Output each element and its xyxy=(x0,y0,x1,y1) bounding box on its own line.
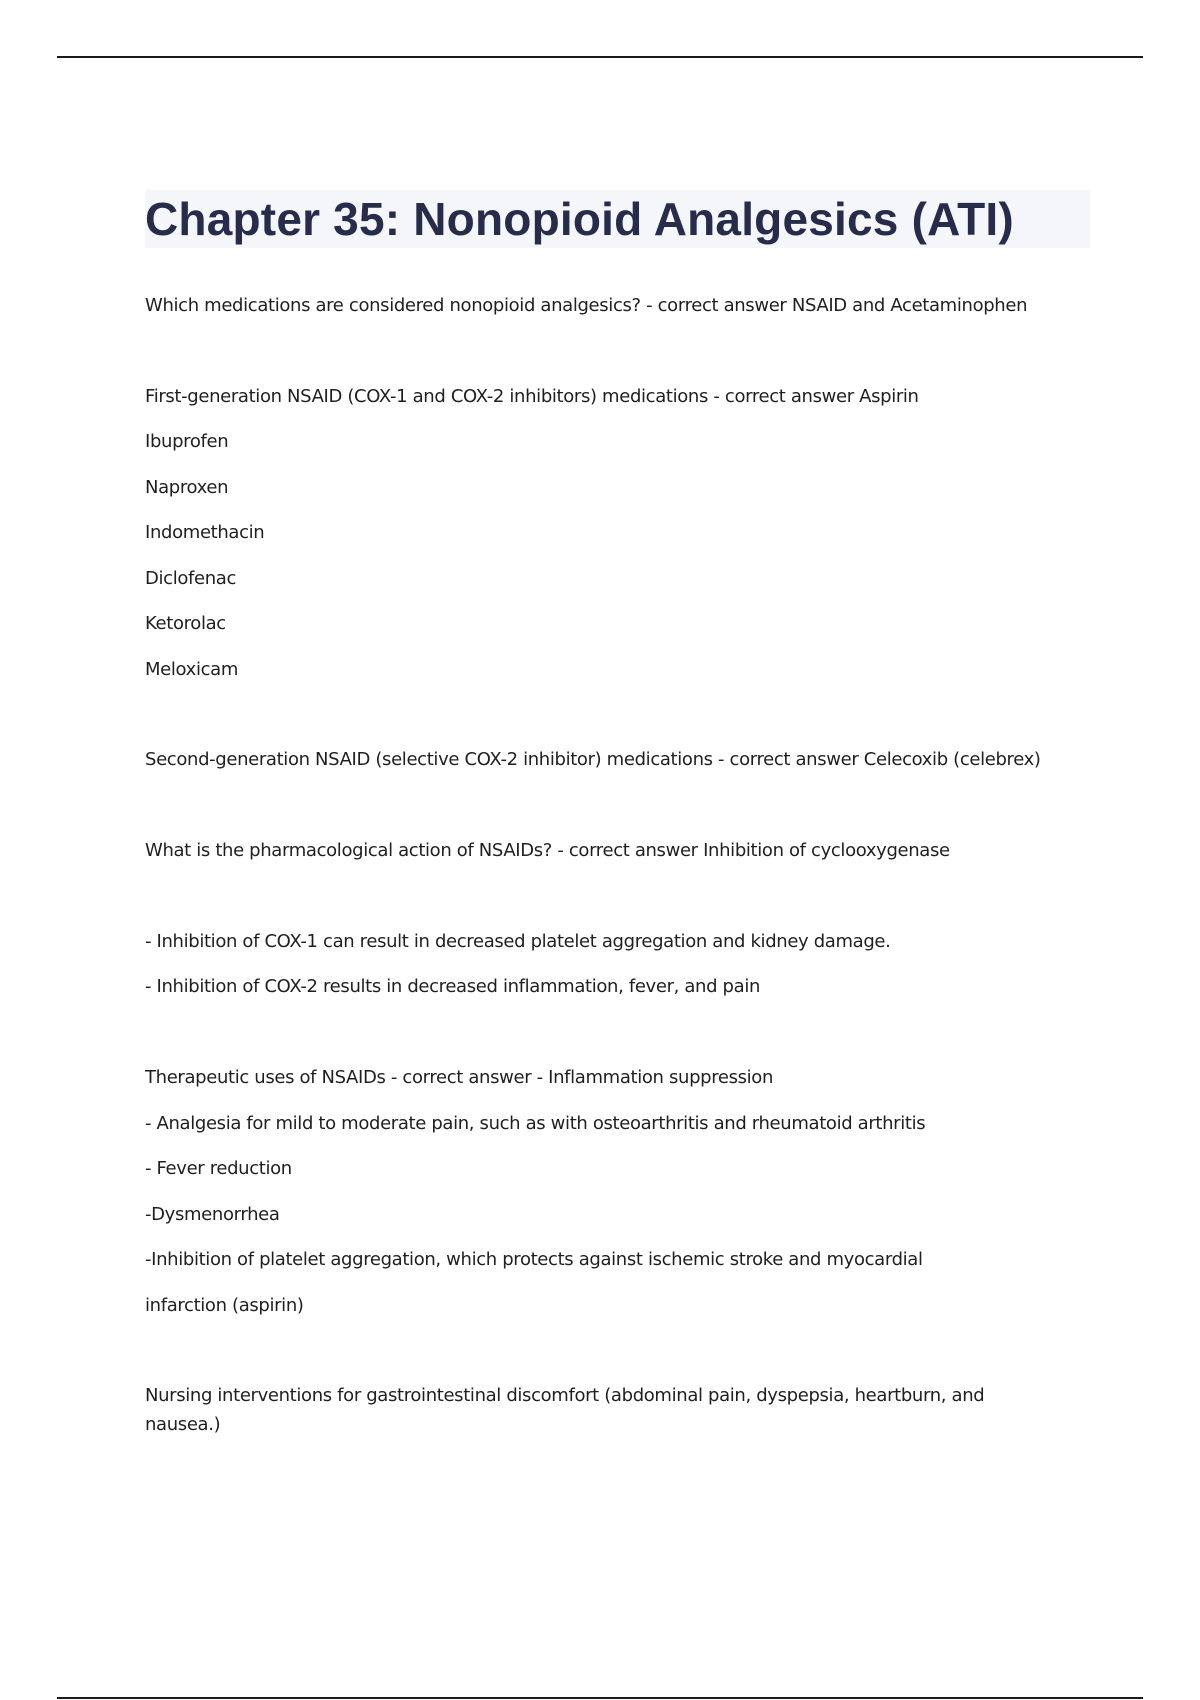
text-line: -Dysmenorrhea xyxy=(145,1204,280,1225)
text-line: - Inhibition of COX-2 results in decreased inflammation, fever, and pain xyxy=(145,976,761,997)
text-line: Ketorolac xyxy=(145,613,226,634)
document-body xyxy=(145,190,1090,1435)
text-line: - Fever reduction xyxy=(145,1158,292,1179)
text-line: What is the pharmacological action of NSAIDs? - correct answer Inhibition of cyclooxygenase xyxy=(145,840,950,861)
text-line: - Inhibition of COX-1 can result in decreased platelet aggregation and kidney damage. xyxy=(145,931,891,952)
text-line: Second-generation NSAID (selective COX-2 inhibitor) medications - correct answer Celecoxib (celebrex) xyxy=(145,749,1041,770)
text-line: Nursing interventions for gastrointestinal discomfort (abdominal pain, dyspepsia, heartburn, and xyxy=(145,1385,985,1406)
text-line: infarction (aspirin) xyxy=(145,1295,304,1316)
text-line: First-generation NSAID (COX-1 and COX-2 inhibitors) medications - correct answer Aspirin xyxy=(145,386,919,407)
title-banner xyxy=(145,190,1090,248)
text-line: Indomethacin xyxy=(145,522,265,543)
text-line: Naproxen xyxy=(145,477,229,498)
text-line: nausea.) xyxy=(145,1414,221,1435)
text-line: Meloxicam xyxy=(145,659,239,680)
text-line: Therapeutic uses of NSAIDs - correct answer - Inflammation suppression xyxy=(145,1067,774,1088)
top-rule xyxy=(57,56,1143,58)
text-line: -Inhibition of platelet aggregation, which protects against ischemic stroke and myocardial xyxy=(145,1249,923,1270)
text-line: Ibuprofen xyxy=(145,431,229,452)
text-line: Diclofenac xyxy=(145,568,237,589)
page-title: Chapter 35: Nonopioid Analgesics (ATI) xyxy=(145,193,1014,245)
text-line: - Analgesia for mild to moderate pain, such as with osteoarthritis and rheumatoid arthritis xyxy=(145,1113,926,1134)
bottom-rule xyxy=(57,1697,1143,1699)
text-line: Which medications are considered nonopioid analgesics? - correct answer NSAID and Acetaminophen xyxy=(145,295,1028,316)
